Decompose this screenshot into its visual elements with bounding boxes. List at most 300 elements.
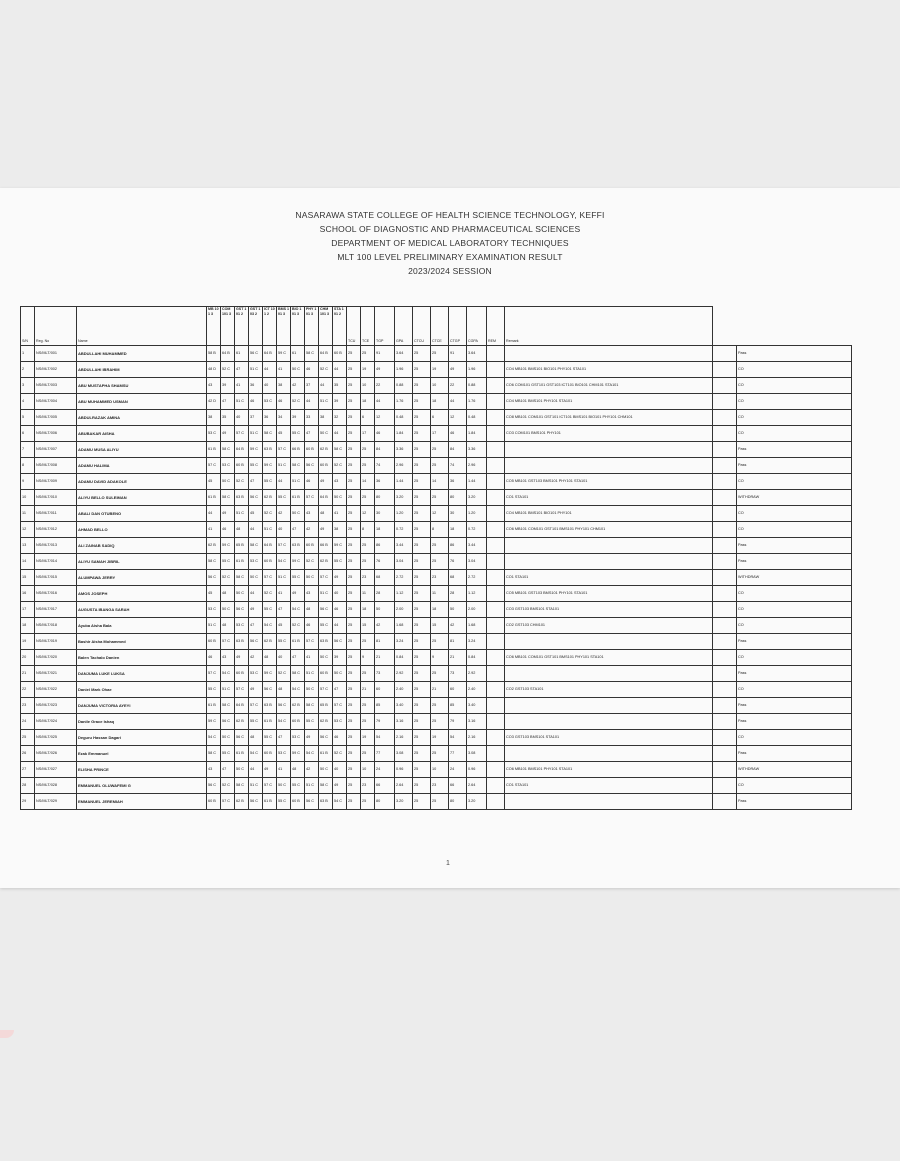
score-cell: 10 [361, 378, 375, 394]
score-cell: 79 [449, 714, 467, 730]
score-cell: 21 [361, 682, 375, 698]
score-cell: 2.00 [395, 602, 413, 618]
score-cell: 49 [449, 362, 467, 378]
score-cell: 18 [375, 522, 395, 538]
score-cell: 40 [333, 586, 347, 602]
score-cell: 12 [361, 506, 375, 522]
score-cell [713, 618, 737, 634]
score-cell: 80 [449, 794, 467, 810]
score-cell: 46 [277, 394, 291, 410]
score-cell [713, 778, 737, 794]
reg-number-cell: NS/MLT/009 [35, 474, 77, 490]
student-name-cell: Ayuba Aisha Bala [77, 618, 207, 634]
score-cell: 54 C [333, 794, 347, 810]
score-cell: 25 [347, 522, 361, 538]
score-cell: 50 C [221, 474, 235, 490]
score-cell: 44 [333, 426, 347, 442]
score-cell: 47 [249, 474, 263, 490]
score-cell: 48 [235, 522, 249, 538]
score-cell: 3.24 [395, 634, 413, 650]
score-cell: 25 [413, 538, 431, 554]
score-cell: 46 [333, 602, 347, 618]
score-cell: 52 C [235, 474, 249, 490]
score-cell: 57 C [305, 490, 319, 506]
score-cell: 8 [361, 522, 375, 538]
score-cell: 3.20 [395, 794, 413, 810]
column-header: PHY 101 3 [305, 307, 319, 346]
score-cell: 11 [361, 586, 375, 602]
score-cell: 49 [305, 730, 319, 746]
score-cell: 57 C [319, 682, 333, 698]
score-cell: 3.16 [395, 714, 413, 730]
score-cell: 18 [431, 602, 449, 618]
score-cell: 58 C [263, 426, 277, 442]
score-cell: 25 [361, 666, 375, 682]
score-cell: 25 [347, 362, 361, 378]
table-row [21, 378, 852, 394]
score-cell [713, 666, 737, 682]
serial-number-cell: 15 [21, 570, 35, 586]
score-cell: 3.08 [395, 746, 413, 762]
score-cell: 25 [413, 650, 431, 666]
score-cell: 60 B [319, 666, 333, 682]
score-cell: 25 [347, 746, 361, 762]
score-cell: 3.44 [467, 538, 487, 554]
score-cell: 3.64 [467, 346, 487, 362]
score-cell: 3.20 [395, 490, 413, 506]
score-cell: 1.84 [467, 426, 487, 442]
column-header: CGPA [467, 307, 487, 346]
score-cell: 25 [413, 682, 431, 698]
remark-cell: CO [737, 650, 852, 666]
score-cell: 44 [249, 586, 263, 602]
score-cell: 25 [361, 634, 375, 650]
score-cell: 43 [207, 378, 221, 394]
student-name-cell: DANJUMA VICTORIA AYEYI [77, 698, 207, 714]
score-cell: 1.12 [395, 586, 413, 602]
column-header: BIO 101 3 [291, 307, 305, 346]
score-cell: 56 C [305, 458, 319, 474]
score-cell: 58 C [221, 442, 235, 458]
score-cell: 41 [333, 506, 347, 522]
score-cell: 25 [347, 378, 361, 394]
score-cell: 63 B [291, 538, 305, 554]
score-cell: 40 [263, 378, 277, 394]
score-cell [713, 570, 737, 586]
score-cell: 55 C [263, 730, 277, 746]
remark-cell: Pass [737, 698, 852, 714]
score-cell: 51 C [249, 778, 263, 794]
score-cell: 47 [291, 650, 305, 666]
score-cell: 52 C [221, 570, 235, 586]
score-cell [487, 570, 505, 586]
score-cell: 57 C [319, 570, 333, 586]
score-cell [713, 378, 737, 394]
score-cell: 10 [431, 762, 449, 778]
score-cell [505, 714, 713, 730]
score-cell [487, 730, 505, 746]
score-cell: 53 C [277, 746, 291, 762]
column-header: ICT 101 2 [263, 307, 277, 346]
score-cell: 62 B [235, 794, 249, 810]
score-cell: 8 [431, 522, 449, 538]
table-row [21, 458, 852, 474]
score-cell: CO6 COM101 GST101 GST103 ICT101 BIO101 CHM101 STA101 [505, 378, 713, 394]
score-cell: 49 [375, 362, 395, 378]
score-cell: 12 [449, 410, 467, 426]
serial-number-cell: 22 [21, 682, 35, 698]
score-cell: 61 [235, 346, 249, 362]
score-cell [713, 522, 737, 538]
score-cell: 48 [249, 730, 263, 746]
score-cell: 60 B [333, 346, 347, 362]
score-cell: 50 C [305, 570, 319, 586]
score-cell: 54 C [207, 730, 221, 746]
score-cell: 43 [333, 474, 347, 490]
score-cell: 64 B [319, 490, 333, 506]
remark-cell: CO [737, 682, 852, 698]
score-cell: 51 C [305, 778, 319, 794]
score-cell: 23 [431, 570, 449, 586]
score-cell: 58 B [207, 346, 221, 362]
reg-number-cell: NS/MLT/016 [35, 586, 77, 602]
score-cell: 0.88 [395, 378, 413, 394]
score-cell: 42 D [207, 394, 221, 410]
score-cell: 47 [221, 394, 235, 410]
score-cell: 2.72 [467, 570, 487, 586]
score-cell [487, 682, 505, 698]
score-cell: 0.48 [467, 410, 487, 426]
table-row [21, 442, 852, 458]
score-cell: 49 [333, 570, 347, 586]
serial-number-cell: 21 [21, 666, 35, 682]
score-cell [713, 554, 737, 570]
result-table-wrapper [20, 306, 852, 810]
score-cell: 39 [221, 378, 235, 394]
column-header: GST 101 2 [235, 307, 249, 346]
score-cell: 3.24 [467, 634, 487, 650]
score-cell: 46 [375, 426, 395, 442]
table-row [21, 474, 852, 490]
score-cell: 91 [375, 346, 395, 362]
score-cell: 25 [347, 538, 361, 554]
score-cell: 25 [413, 666, 431, 682]
score-cell: 85 [449, 698, 467, 714]
score-cell: 58 C [291, 458, 305, 474]
score-cell: 25 [413, 490, 431, 506]
student-name-cell: ALIYU SAMAH JIBRIL [77, 554, 207, 570]
score-cell: 53 C [235, 618, 249, 634]
score-cell: 45 [277, 426, 291, 442]
score-cell: 19 [431, 730, 449, 746]
score-cell [713, 682, 737, 698]
table-row [21, 714, 852, 730]
score-cell: 56 C [319, 730, 333, 746]
score-cell: 25 [361, 698, 375, 714]
remark-cell: CO [737, 410, 852, 426]
score-cell: 25 [413, 394, 431, 410]
score-cell: 25 [413, 586, 431, 602]
score-cell: 45 [207, 586, 221, 602]
score-cell: 18 [449, 522, 467, 538]
score-cell: 58 C [319, 778, 333, 794]
serial-number-cell: 12 [21, 522, 35, 538]
score-cell: 53 C [249, 554, 263, 570]
score-cell: 50 C [333, 490, 347, 506]
score-cell [487, 490, 505, 506]
score-cell: 59 C [277, 346, 291, 362]
score-cell: 3.64 [395, 346, 413, 362]
score-cell: 59 C [263, 666, 277, 682]
score-cell [505, 538, 713, 554]
score-cell: 49 [319, 474, 333, 490]
score-cell: 79 [375, 714, 395, 730]
score-cell [713, 698, 737, 714]
score-cell: 39 [333, 394, 347, 410]
score-cell: 28 [449, 586, 467, 602]
score-cell: 0.84 [467, 650, 487, 666]
score-cell: 60 B [207, 794, 221, 810]
score-cell: 49 [319, 522, 333, 538]
score-cell: 49 [249, 682, 263, 698]
score-cell: 3.36 [467, 442, 487, 458]
score-cell: 42 [449, 618, 467, 634]
score-cell: 25 [347, 714, 361, 730]
score-cell: 25 [347, 618, 361, 634]
score-cell: 60 [375, 682, 395, 698]
score-cell: 49 [291, 586, 305, 602]
reg-number-cell: NS/MLT/021 [35, 666, 77, 682]
score-cell: 58 C [221, 490, 235, 506]
serial-number-cell: 11 [21, 506, 35, 522]
score-cell: 25 [347, 426, 361, 442]
score-cell: 52 C [221, 362, 235, 378]
score-cell: 52 C [221, 778, 235, 794]
serial-number-cell: 3 [21, 378, 35, 394]
remark-cell: Pass [737, 634, 852, 650]
score-cell [487, 714, 505, 730]
score-cell: 15 [431, 618, 449, 634]
score-cell: 46 [249, 394, 263, 410]
score-cell: 25 [347, 602, 361, 618]
score-cell: CO2 GST103 CHM101 [505, 618, 713, 634]
score-cell: 0.96 [467, 762, 487, 778]
score-cell: 25 [347, 394, 361, 410]
score-cell: 57 C [221, 794, 235, 810]
score-cell: 1.84 [395, 426, 413, 442]
student-name-cell: ALI ZAINAB SADIQ [77, 538, 207, 554]
score-cell: 55 C [291, 778, 305, 794]
score-cell: 41 [277, 362, 291, 378]
score-cell: 55 C [207, 682, 221, 698]
score-cell: 44 [319, 378, 333, 394]
score-cell: 68 [449, 570, 467, 586]
student-name-cell: ALUMPAWA JERRY [77, 570, 207, 586]
score-cell [487, 378, 505, 394]
score-cell: 25 [347, 586, 361, 602]
student-name-cell: Balen Tachalo Danien [77, 650, 207, 666]
score-cell: 25 [361, 346, 375, 362]
score-cell: 25 [413, 570, 431, 586]
remark-cell: CO [737, 778, 852, 794]
session: 2023/2024 SESSION [408, 266, 492, 276]
reg-number-cell: NS/MLT/012 [35, 522, 77, 538]
score-cell: 47 [291, 522, 305, 538]
score-cell: 57 C [235, 426, 249, 442]
score-cell: 40 [333, 762, 347, 778]
score-cell: 25 [347, 554, 361, 570]
score-cell: 38 [333, 522, 347, 538]
score-cell: 59 C [221, 538, 235, 554]
score-cell: 57 C [249, 698, 263, 714]
score-cell: 59 C [333, 538, 347, 554]
score-cell: 51 C [305, 666, 319, 682]
score-cell: 38 [207, 410, 221, 426]
score-cell: 25 [431, 554, 449, 570]
score-cell: 25 [413, 602, 431, 618]
score-cell: CO5 MB101 GST103 BMS101 PHY101 STA101 [505, 586, 713, 602]
reg-number-cell: NS/MLT/015 [35, 570, 77, 586]
remark-cell: WITHDRAW [737, 570, 852, 586]
score-cell: 51 C [291, 474, 305, 490]
score-cell: 25 [431, 714, 449, 730]
table-row [21, 586, 852, 602]
student-name-cell: AMOS JOSEPH [77, 586, 207, 602]
score-cell [505, 794, 713, 810]
score-cell: 25 [347, 346, 361, 362]
score-cell: 0.48 [395, 410, 413, 426]
score-cell [487, 602, 505, 618]
serial-number-cell: 18 [21, 618, 35, 634]
score-cell: 3.20 [467, 794, 487, 810]
score-cell: 25 [413, 506, 431, 522]
serial-number-cell: 26 [21, 746, 35, 762]
table-row [21, 570, 852, 586]
score-cell: 25 [347, 666, 361, 682]
score-cell [713, 426, 737, 442]
score-cell: 55 C [291, 570, 305, 586]
score-cell: 59 C [291, 746, 305, 762]
score-cell: 46 [333, 730, 347, 746]
score-cell: 61 B [263, 714, 277, 730]
score-cell [487, 410, 505, 426]
score-cell: 65 B [235, 538, 249, 554]
score-cell: 61 B [291, 490, 305, 506]
score-cell: 55 C [221, 554, 235, 570]
score-cell: 25 [347, 410, 361, 426]
score-cell [487, 666, 505, 682]
remark-cell: Pass [737, 666, 852, 682]
score-cell: 84 [375, 442, 395, 458]
score-cell: 25 [347, 730, 361, 746]
score-cell: 25 [413, 362, 431, 378]
score-cell: 32 [333, 410, 347, 426]
score-cell: 43 [207, 762, 221, 778]
score-cell: 53 C [207, 426, 221, 442]
score-cell: 61 B [207, 490, 221, 506]
score-cell: CO2 GST103 STA101 [505, 682, 713, 698]
score-cell: 58 C [291, 666, 305, 682]
table-row [21, 778, 852, 794]
score-cell: 57 C [263, 778, 277, 794]
score-cell: 25 [361, 746, 375, 762]
score-cell: 46 [305, 474, 319, 490]
score-cell: 39 [291, 410, 305, 426]
score-cell: 15 [361, 618, 375, 634]
reg-number-cell: NS/MLT/010 [35, 490, 77, 506]
score-cell: CO5 MB101 GST103 BMS101 PHY101 STA101 [505, 474, 713, 490]
score-cell: 57 C [263, 570, 277, 586]
column-header: MB 101 3 [207, 307, 221, 346]
score-cell: 50 C [221, 730, 235, 746]
score-cell: 50 C [333, 666, 347, 682]
table-row [21, 794, 852, 810]
score-cell: 45 [207, 474, 221, 490]
score-cell: 51 C [319, 394, 333, 410]
score-cell: 55 C [221, 746, 235, 762]
score-cell: 41 [207, 522, 221, 538]
score-cell: 25 [347, 570, 361, 586]
score-cell: 60 B [207, 634, 221, 650]
reg-number-cell: NS/MLT/023 [35, 698, 77, 714]
score-cell: 0.84 [395, 650, 413, 666]
score-cell [713, 746, 737, 762]
remark-cell: CO [737, 586, 852, 602]
score-cell: 55 C [319, 618, 333, 634]
table-row [21, 394, 852, 410]
score-cell: 22 [449, 378, 467, 394]
score-cell: 43 [305, 506, 319, 522]
score-cell: 59 C [207, 714, 221, 730]
score-cell: 76 [449, 554, 467, 570]
student-name-cell: EMMANUEL JEREMIAH [77, 794, 207, 810]
score-cell: 25 [413, 410, 431, 426]
score-cell: 55 C [249, 458, 263, 474]
score-cell: 50 C [277, 778, 291, 794]
score-cell: 25 [347, 794, 361, 810]
serial-number-cell: 19 [21, 634, 35, 650]
score-cell: 61 B [319, 746, 333, 762]
serial-number-cell: 27 [21, 762, 35, 778]
score-cell: 50 C [235, 586, 249, 602]
score-cell: 10 [361, 762, 375, 778]
score-cell [713, 410, 737, 426]
score-cell [713, 490, 737, 506]
score-cell: 19 [361, 730, 375, 746]
student-name-cell: Daniel Mark Ohae [77, 682, 207, 698]
score-cell: 52 C [305, 554, 319, 570]
score-cell: 57 C [277, 442, 291, 458]
score-cell: 80 [375, 490, 395, 506]
score-cell: 52 C [291, 618, 305, 634]
score-cell: 36 [375, 474, 395, 490]
score-cell: 56 C [319, 602, 333, 618]
score-cell: 43 [221, 650, 235, 666]
score-cell: 14 [431, 474, 449, 490]
score-cell: 48 [319, 506, 333, 522]
score-cell: 51 C [249, 362, 263, 378]
score-cell: 35 [333, 378, 347, 394]
score-cell: 46 [305, 618, 319, 634]
score-cell: 25 [347, 650, 361, 666]
score-cell: 66 B [319, 538, 333, 554]
score-cell [713, 474, 737, 490]
score-cell: 2.92 [467, 666, 487, 682]
score-cell: 17 [361, 426, 375, 442]
column-header: GST 103 2 [249, 307, 263, 346]
column-header: CTCU [413, 307, 431, 346]
score-cell [487, 698, 505, 714]
